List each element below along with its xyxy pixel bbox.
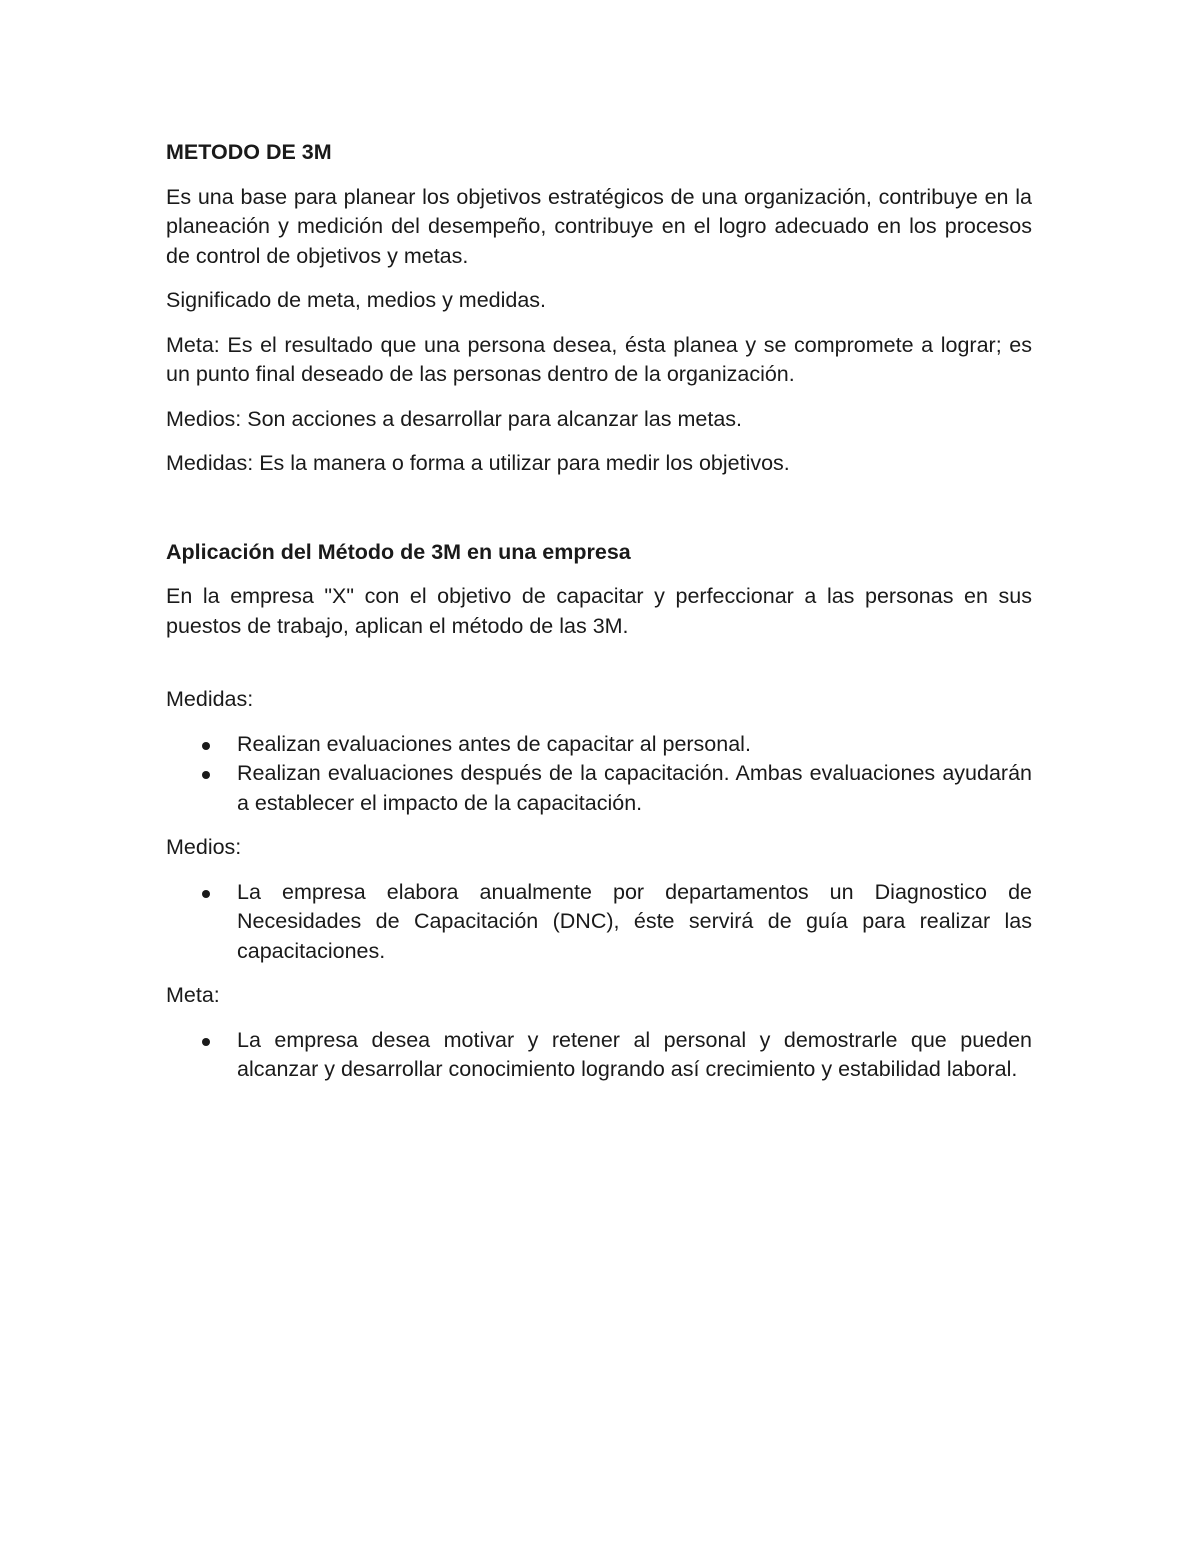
list-item-text: Realizan evaluaciones antes de capacitar al personal. [237,731,751,756]
application-intro: En la empresa "X" con el objetivo de capacitar y perfeccionar a las personas en sus puestos de trabajo, aplican el método de las 3M. [166,584,1032,638]
meaning-heading: Significado de meta, medios y medidas. [166,288,547,312]
bullet-list-medios [166,878,1032,967]
bullet-list-medidas [166,730,1032,819]
section-label-medios: Medios: [166,835,242,859]
bullet-icon [202,890,210,898]
list-item [166,759,1032,818]
section-label-medidas: Medidas: [166,687,254,711]
bullet-icon [202,742,210,750]
intro-paragraph: Es una base para planear los objetivos estratégicos de una organización, contribuye en la planeación y medición del desempeño, contribuye en el logro adecuado en los procesos de control de objetivos y metas. [166,184,1032,268]
list-item-text: Realizan evaluaciones después de la capacitación. Ambas evaluaciones ayudarán a establecer el impacto de la capacitación. [237,761,1032,815]
section-label-meta: Meta: [166,983,220,1007]
list-item-text: La empresa elabora anualmente por departamentos un Diagnostico de Necesidades de Capacitación (DNC), éste servirá de guía para realizar las capacitaciones. [237,879,1032,963]
list-item [166,730,1032,760]
definition-meta: Meta: Es el resultado que una persona desea, ésta planea y se compromete a lograr; es un punto final deseado de las personas dentro de la organización. [166,332,1032,386]
bullet-icon [202,1038,210,1046]
document-title: METODO DE 3M [166,140,332,164]
list-item [166,878,1032,967]
document-page [166,138,1032,1100]
spacer [166,656,1032,685]
bullet-list-meta [166,1026,1032,1085]
list-item-text: La empresa desea motivar y retener al personal y demostrarle que pueden alcanzar y desarrollar conocimiento logrando así crecimiento y estabilidad laboral. [237,1027,1032,1081]
list-item [166,1026,1032,1085]
bullet-icon [202,771,210,779]
definition-medidas: Medidas: Es la manera o forma a utilizar para medir los objetivos. [166,451,790,475]
application-title: Aplicación del Método de 3M en una empresa [166,539,631,564]
definition-medios: Medios: Son acciones a desarrollar para alcanzar las metas. [166,406,743,431]
